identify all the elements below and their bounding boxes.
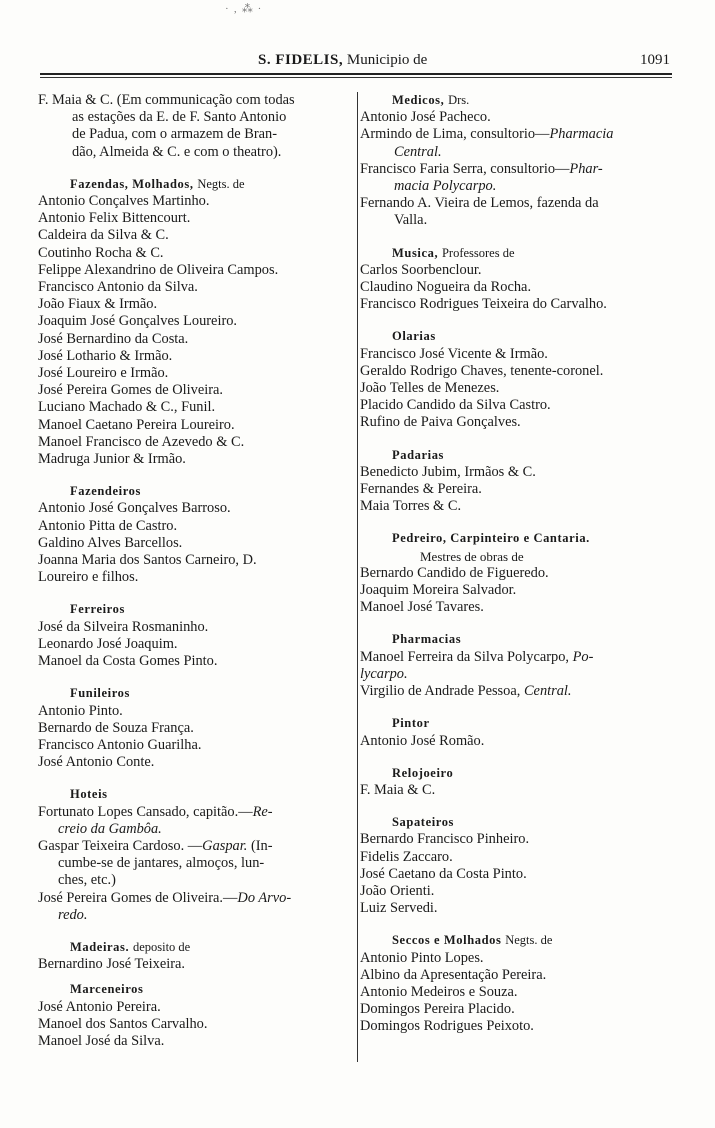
list-item: Armindo de Lima, consultorio—Pharmacia [360, 126, 614, 143]
section-ferreiros [38, 601, 354, 670]
list-item: Antonio Pinto Lopes. [360, 949, 484, 966]
list-item: Claudino Nogueira da Rocha. [360, 279, 532, 296]
list-item: José Lothario & Irmão. [38, 347, 173, 364]
list-item: Bernardo Candido de Figueredo. [360, 564, 549, 581]
section-madeiras [38, 939, 354, 973]
section-heading: Funileiros [70, 686, 130, 701]
list-item: Placido Candido da Silva Castro. [360, 397, 551, 414]
list-item: Francisco José Vicente & Irmão. [360, 345, 548, 362]
intro-line: dão, Almeida & C. e com o theatro). [72, 143, 282, 160]
section-heading: Relojoeiro [392, 765, 454, 780]
list-item-cont: Central. [394, 143, 442, 160]
list-item: José Antonio Conte. [38, 754, 155, 771]
section-heading: Fazendas, Molhados, Negts. de [70, 176, 245, 191]
list-item: João Orienti. [360, 882, 435, 899]
list-item: Coutinho Rocha & C. [38, 244, 164, 261]
section-heading: Medicos, Drs. [392, 93, 470, 107]
list-item: Domingos Pereira Placido. [360, 1001, 515, 1018]
list-item: José Caetano da Costa Pinto. [360, 865, 527, 882]
list-item: Maia Torres & C. [360, 498, 462, 515]
list-item: Carlos Soorbenclour. [360, 261, 482, 278]
list-item: Antonio Pitta de Castro. [38, 517, 178, 534]
section-seccos [360, 932, 672, 1035]
list-item: João Fiaux & Irmão. [38, 296, 158, 313]
list-item: José Antonio Pereira. [38, 998, 161, 1015]
section-heading: Ferreiros [70, 602, 125, 617]
list-item: Bernardino José Teixeira. [38, 956, 185, 973]
list-item: José Loureiro e Irmão. [38, 365, 169, 382]
list-item: Manoel dos Santos Carvalho. [38, 1015, 208, 1032]
intro-line: as estações da E. de F. Santo Antonio [72, 109, 287, 126]
section-heading: Madeiras. deposito de [70, 939, 191, 954]
list-item: José Pereira Gomes de Oliveira. [38, 382, 224, 399]
list-item: Bernardo Francisco Pinheiro. [360, 831, 530, 848]
list-item: Joaquim Moreira Salvador. [360, 582, 517, 599]
list-item-cont: creio da Gambôa. [58, 820, 162, 837]
list-item: Virgilio de Andrade Pessoa, Central. [360, 683, 572, 700]
list-item: F. Maia & C. [360, 781, 436, 798]
section-musica [360, 245, 672, 314]
list-item: José Pereira Gomes de Oliveira.—Do Arvo- [38, 889, 292, 906]
column-divider [357, 92, 358, 1062]
section-pharmacias [360, 631, 672, 700]
section-padarias [360, 447, 672, 516]
list-item: Francisco Rodrigues Teixeira do Carvalho. [360, 296, 607, 313]
list-item: Luiz Servedi. [360, 900, 438, 917]
list-item-cont: redo. [58, 906, 88, 923]
list-item: Leonardo José Joaquim. [38, 635, 178, 652]
list-item: Francisco Antonio Guarilha. [38, 736, 202, 753]
header-rule-thin [40, 77, 672, 78]
section-marceneiros [38, 981, 354, 1050]
running-title-rest: Municipio de [346, 52, 428, 68]
list-item: Galdino Alves Barcellos. [38, 534, 183, 551]
section-fazendas [38, 176, 354, 468]
section-heading: Fazendeiros [70, 484, 141, 499]
list-item: Antonio José Pacheco. [360, 109, 491, 126]
section-heading: Seccos e Molhados Negts. de [392, 933, 553, 948]
list-item: Manoel José Tavares. [360, 599, 484, 616]
list-item: Caldeira da Silva & C. [38, 227, 169, 244]
list-item: Joaquim José Gonçalves Loureiro. [38, 313, 238, 330]
header-rule [40, 73, 672, 75]
list-item: Joanna Maria dos Santos Carneiro, D. [38, 552, 257, 569]
list-item: José da Silveira Rosmaninho. [38, 618, 209, 635]
page-smudge: · ‚ ⁂ · [225, 3, 263, 15]
list-item: Madruga Junior & Irmão. [38, 451, 186, 468]
list-item: Francisco Faria Serra, consultorio—Phar- [360, 160, 603, 177]
list-item: Bernardo de Souza França. [38, 719, 194, 736]
list-item: João Telles de Menezes. [360, 380, 500, 397]
list-item: Antonio Conçalves Martinho. [38, 193, 210, 210]
list-item: Manoel Francisco de Azevedo & C. [38, 433, 245, 450]
intro-line: F. Maia & C. (Em communicação com todas [38, 92, 295, 108]
list-item: Manoel da Costa Gomes Pinto. [38, 653, 218, 670]
page-number: 1091 [640, 52, 670, 68]
section-pedreiro [360, 530, 672, 616]
list-item: Francisco Antonio da Silva. [38, 279, 198, 296]
list-item: Rufino de Paiva Gonçalves. [360, 414, 521, 431]
list-item: Manoel Ferreira da Silva Polycarpo, Po- [360, 648, 594, 665]
section-olarias [360, 328, 672, 431]
running-title [258, 52, 427, 69]
list-item: Antonio Medeiros e Souza. [360, 983, 518, 1000]
section-pintor [360, 715, 672, 749]
section-heading: Sapateiros [392, 815, 455, 830]
section-heading: Hoteis [70, 787, 108, 802]
list-item: Gaspar Teixeira Cardoso. —Gaspar. (In- [38, 837, 273, 854]
list-item-cont: macia Polycarpo. [394, 178, 497, 195]
list-item: Manoel José da Silva. [38, 1032, 165, 1049]
section-fazendeiros [38, 483, 354, 586]
list-item: Geraldo Rodrigo Chaves, tenente-coronel. [360, 362, 604, 379]
section-heading: Olarias [392, 329, 436, 344]
section-hoteis [38, 786, 354, 924]
list-item: Fernandes & Pereira. [360, 481, 482, 498]
list-item-cont: cumbe-se de jantares, almoços, lun- [58, 855, 265, 872]
list-item: Fernando A. Vieira de Lemos, fazenda da [360, 195, 599, 212]
list-item: Albino da Apresentação Pereira. [360, 966, 547, 983]
list-item: José Bernardino da Costa. [38, 330, 189, 347]
right-column [360, 92, 672, 1036]
section-heading: Musica, Professores de [392, 245, 515, 260]
section-sublabel: Mestres de obras de [420, 548, 524, 564]
list-item-cont: lycarpo. [360, 665, 408, 682]
list-item-cont: ches, etc.) [58, 872, 116, 889]
list-item: Benedicto Jubim, Irmãos & C. [360, 463, 536, 480]
section-relojoeiro [360, 765, 672, 799]
section-medicos [360, 92, 672, 230]
list-item: Fortunato Lopes Cansado, capitão.—Re- [38, 803, 273, 820]
list-item: Domingos Rodrigues Peixoto. [360, 1018, 534, 1035]
list-item-cont: Valla. [394, 212, 428, 229]
list-item: Fidelis Zaccaro. [360, 848, 453, 865]
section-funileiros [38, 685, 354, 771]
section-heading: Pharmacias [392, 632, 462, 647]
list-item: Loureiro e filhos. [38, 569, 139, 586]
page-header [40, 52, 672, 72]
intro-line: de Padua, com o armazem de Bran- [72, 126, 277, 143]
list-item: Manoel Caetano Pereira Loureiro. [38, 416, 235, 433]
list-item: Antonio Felix Bittencourt. [38, 210, 191, 227]
section-heading: Marceneiros [70, 982, 144, 997]
section-heading: Pintor [392, 716, 430, 731]
section-heading: Pedreiro, Carpinteiro e Cantaria. [392, 531, 590, 546]
left-column [38, 92, 354, 1050]
section-heading: Padarias [392, 447, 445, 462]
list-item: Antonio Pinto. [38, 702, 123, 719]
list-item: Luciano Machado & C., Funil. [38, 399, 216, 416]
list-item: Antonio José Gonçalves Barroso. [38, 500, 231, 517]
list-item: Antonio José Romão. [360, 732, 485, 749]
section-sapateiros [360, 814, 672, 917]
running-title-bold: S. FIDELIS, [258, 52, 344, 68]
list-item: Felippe Alexandrino de Oliveira Campos. [38, 261, 279, 278]
